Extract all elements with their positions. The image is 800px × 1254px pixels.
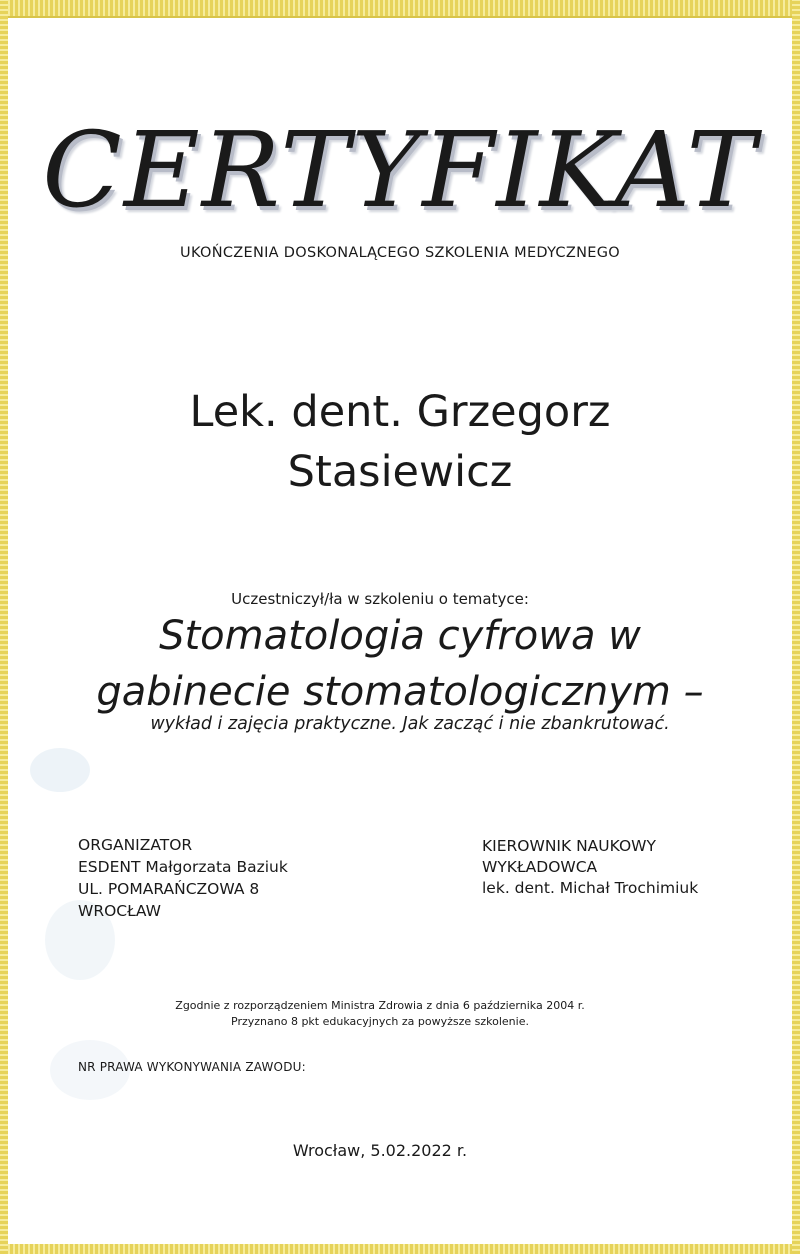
legal-notice [0, 998, 760, 1030]
recipient-name-line-1: Lek. dent. Grzegorz [189, 387, 611, 437]
organizer-heading: ORGANIZATOR [78, 836, 193, 854]
training-topic-line-2: gabinecie stomatologicznym – [96, 669, 704, 715]
legal-notice-line-2: Przyznano 8 pkt edukacyjnych za powyższe szkolenie. [231, 1015, 529, 1028]
certificate-title: CERTYFIKAT [42, 109, 758, 231]
organizer-city: WROCŁAW [78, 902, 161, 920]
legal-notice-line-1: Zgodnie z rozporządzeniem Ministra Zdrowia z dnia 6 października 2004 r. [175, 999, 585, 1012]
gold-border-bottom [0, 1244, 800, 1254]
gold-border-inner-line [8, 16, 792, 18]
training-topic [0, 608, 800, 720]
manager-name: lek. dent. Michał Trochimiuk [482, 879, 699, 897]
participated-label: Uczestniczył/ła w szkoleniu o tematyce: [231, 590, 529, 608]
organizer-block [78, 834, 288, 922]
manager-heading: KIEROWNIK NAUKOWY [482, 837, 656, 855]
place-and-date: Wrocław, 5.02.2022 r. [292, 1141, 468, 1160]
training-topic-subtitle: wykład i zajęcia praktyczne. Jak zacząć i nie zbankrutować. [150, 714, 670, 734]
certificate-subtitle: UKOŃCZENIA DOSKONALĄCEGO SZKOLENIA MEDYCZNEGO [180, 245, 620, 261]
license-number-label: NR PRAWA WYKONYWANIA ZAWODU: [78, 1060, 306, 1074]
gold-border-top [0, 0, 800, 16]
training-topic-line-1: Stomatologia cyfrowa w [159, 613, 641, 659]
recipient-name [0, 382, 800, 502]
organizer-name: ESDENT Małgorzata Baziuk [78, 858, 288, 876]
organizer-street: UL. POMARAŃCZOWA 8 [78, 880, 260, 898]
recipient-name-line-2: Stasiewicz [287, 447, 513, 497]
manager-role: WYKŁADOWCA [482, 858, 598, 876]
scientific-manager-block [482, 836, 698, 899]
